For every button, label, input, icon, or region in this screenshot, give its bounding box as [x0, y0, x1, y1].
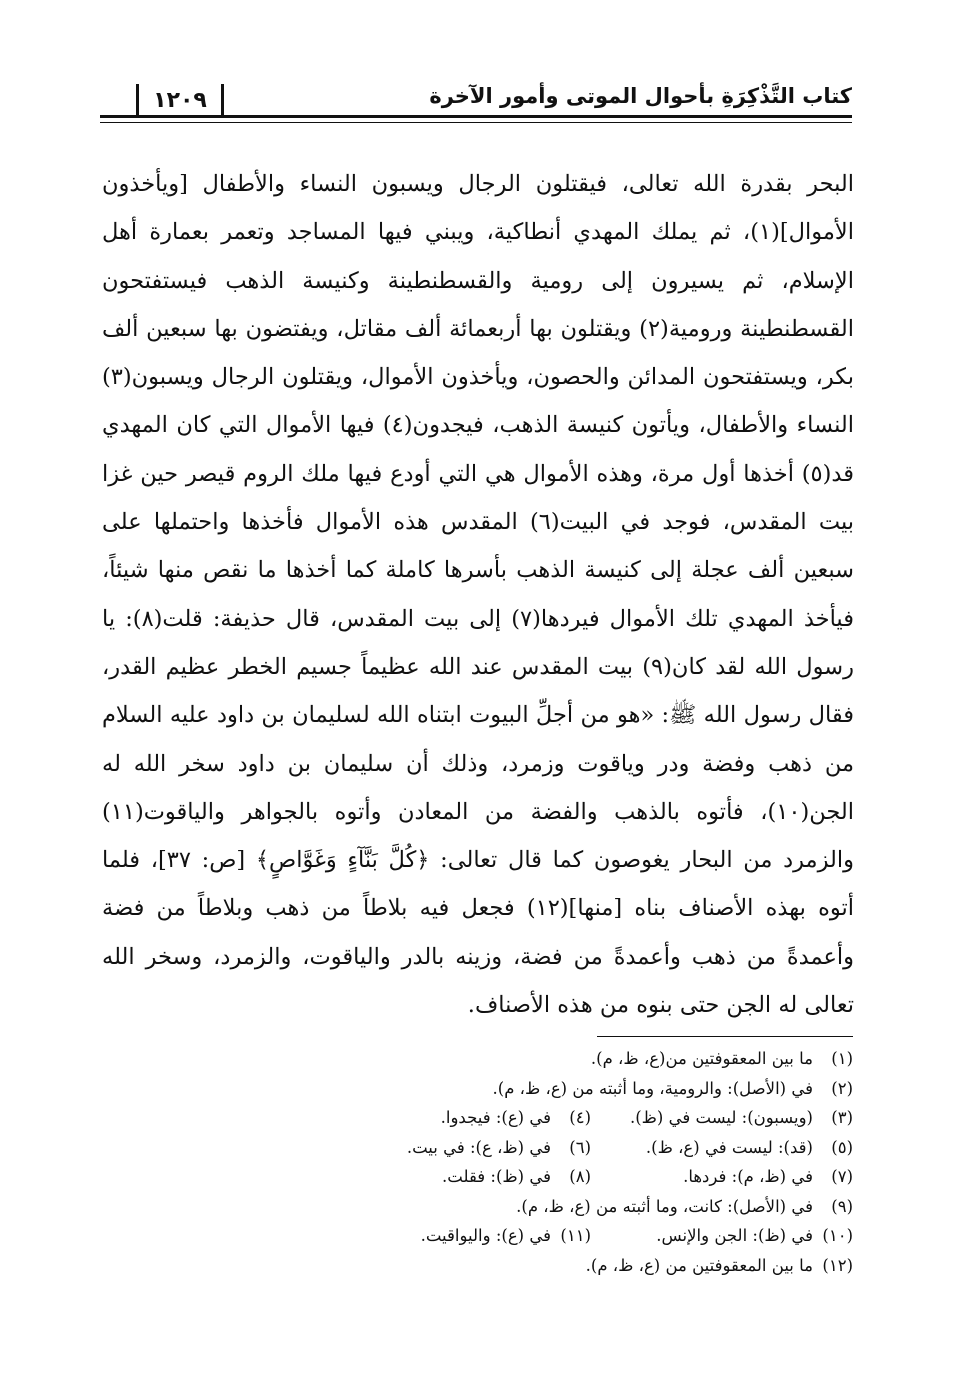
footnote-number: (١٠): [822, 1226, 853, 1245]
footnote-text: في (الأصل): والرومية، وما أثبته من (ع، ظ، م).: [492, 1078, 813, 1098]
footnote-row: [150, 1133, 853, 1163]
footnote-row: [150, 1251, 853, 1281]
footnote-number: (١٢): [822, 1255, 853, 1275]
footnote-text: في (ظ، ع): في بيت.: [406, 1137, 551, 1157]
footnote-text: في (ظ): فقلت.: [442, 1167, 551, 1186]
footnote-text: في (ع): واليواقيت.: [420, 1226, 551, 1245]
page-header: [100, 82, 852, 126]
footnote-number: (٨): [569, 1167, 591, 1186]
footnote: [493, 1074, 853, 1104]
footnote-row: [150, 1162, 853, 1192]
footnote-text: في (ظ، م): فردها.: [683, 1167, 813, 1186]
footnote: [329, 1133, 591, 1163]
footnote: [591, 1221, 853, 1251]
footnote-text: في (ع): فيجدوا.: [440, 1108, 551, 1127]
footnote: [591, 1133, 853, 1163]
footnote-text: (قد): ليست في (ع، ظ).: [645, 1137, 813, 1157]
footnote: [516, 1192, 853, 1222]
footnote: [586, 1251, 853, 1281]
footnote-number: (٦): [569, 1137, 591, 1157]
footnote-text: (ويسبون): ليست في (ظ).: [629, 1108, 813, 1127]
footnote-number: (١١): [560, 1226, 591, 1245]
footnote: [591, 1103, 853, 1133]
footnote: [329, 1103, 591, 1133]
footnote: [591, 1162, 853, 1192]
main-text: [102, 160, 854, 1029]
footnote: [591, 1044, 853, 1074]
header-rule-thick: [100, 115, 852, 118]
footnote-number: (٧): [831, 1167, 853, 1186]
footnotes: [150, 1044, 853, 1280]
footnote-number: (٤): [569, 1108, 591, 1127]
body-paragraph: البحر بقدرة الله تعالى، فيقتلون الرجال ويسبون النساء والأطفال [ويأخذون الأموال](١)، ثم يملك المهدي أنطاكية، ويبني فيها المساجد وتعمر بعمارة أهل الإسلام، ثم يسيرون إلى رومية والقسطنطينة وكنيسة الذهب فيستفتحون القسطنطينة ورومية(٢) ويقتلون بها أربعمائة ألف مقاتل، ويفتضون بها سبعين ألف بكر، ويستفتحون المدائن والحصون، ويأخذون الأموال، ويقتلون الرجال ويسبون(٣) النساء والأطفال، ويأتون كنيسة الذهب، فيجدون(٤) فيها الأموال التي كان المهدي قد(٥) أخذها أول مرة، وهذه الأموال هي التي أودع فيها ملك الروم قيصر حين غزا بيت المقدس، فوجد في البيت(٦) المقدس هذه الأموال فأخذها واحتملها على سبعين ألف عجلة إلى كنيسة الذهب بأسرها كاملة كما أخذها ما نقص منها شيئاً، فيأخذ المهدي تلك الأموال فيردها(٧) إلى بيت المقدس، قال حذيفة: قلت(٨): يا رسول الله لقد كان(٩) بيت المقدس عند الله عظيماً جسيم الخطر عظيم القدر، فقال رسول الله ﷺ: «هو من أجلِّ البيوت ابتناه الله لسليمان بن داود عليه السلام من ذهب وفضة ودر وياقوت وزمرد، وذلك أن سليمان بن داود سخر الله له الجن(١٠)، فأتوه بالذهب والفضة من المعادن وأتوه بالجواهر والياقوت(١١) والزمرد من البحار يغوصون كما قال تعالى: ﴿كُلَّ بَنَّآءٍ وَغَوَّاصٍ﴾ [ص: ٣٧]، فلما أتوه بهذه الأصناف بناه [منها](١٢) فجعل فيه بلاطاً من ذهب وبلاطاً من فضة وأعمدةً من ذهب وأعمدةً من فضة، وزينه بالدر والياقوت، والزمرد، وسخر الله تعالى له الجن حتى بنوه من هذه الأصناف.: [102, 171, 855, 1019]
footnote-row: [150, 1192, 853, 1222]
footnote-number: (٥): [831, 1137, 853, 1157]
footnote-text: ما بين المعقوفتين من (ع، ظ، م).: [585, 1255, 813, 1275]
book-title: كتاب التَّذْكِرَةِ بأحوال الموتى وأمور الآخرة: [429, 84, 852, 108]
footnote-number: (١): [831, 1049, 853, 1068]
page-number: ١٢٠٩: [136, 84, 224, 118]
footnote-number: (٢): [831, 1078, 853, 1098]
footnote-row: [150, 1221, 853, 1251]
footnote-row: [150, 1044, 853, 1074]
footnote-row: [150, 1103, 853, 1133]
footnote: [329, 1162, 591, 1192]
footnote: [329, 1221, 591, 1251]
footnote-text: في (ظ): الجن والإنس.: [656, 1226, 813, 1245]
footnote-number: (٣): [831, 1108, 853, 1127]
footnote-row: [150, 1074, 853, 1104]
footnote-text: في (الأصل): كانت، وما أثبته من (ع، ظ، م).: [516, 1196, 813, 1216]
footnote-text: ما بين المعقوفتين من(ع، ظ، م).: [590, 1049, 813, 1068]
header-rule-thin: [100, 122, 852, 123]
footnote-number: (٩): [831, 1196, 853, 1216]
footnote-separator: [597, 1036, 853, 1037]
